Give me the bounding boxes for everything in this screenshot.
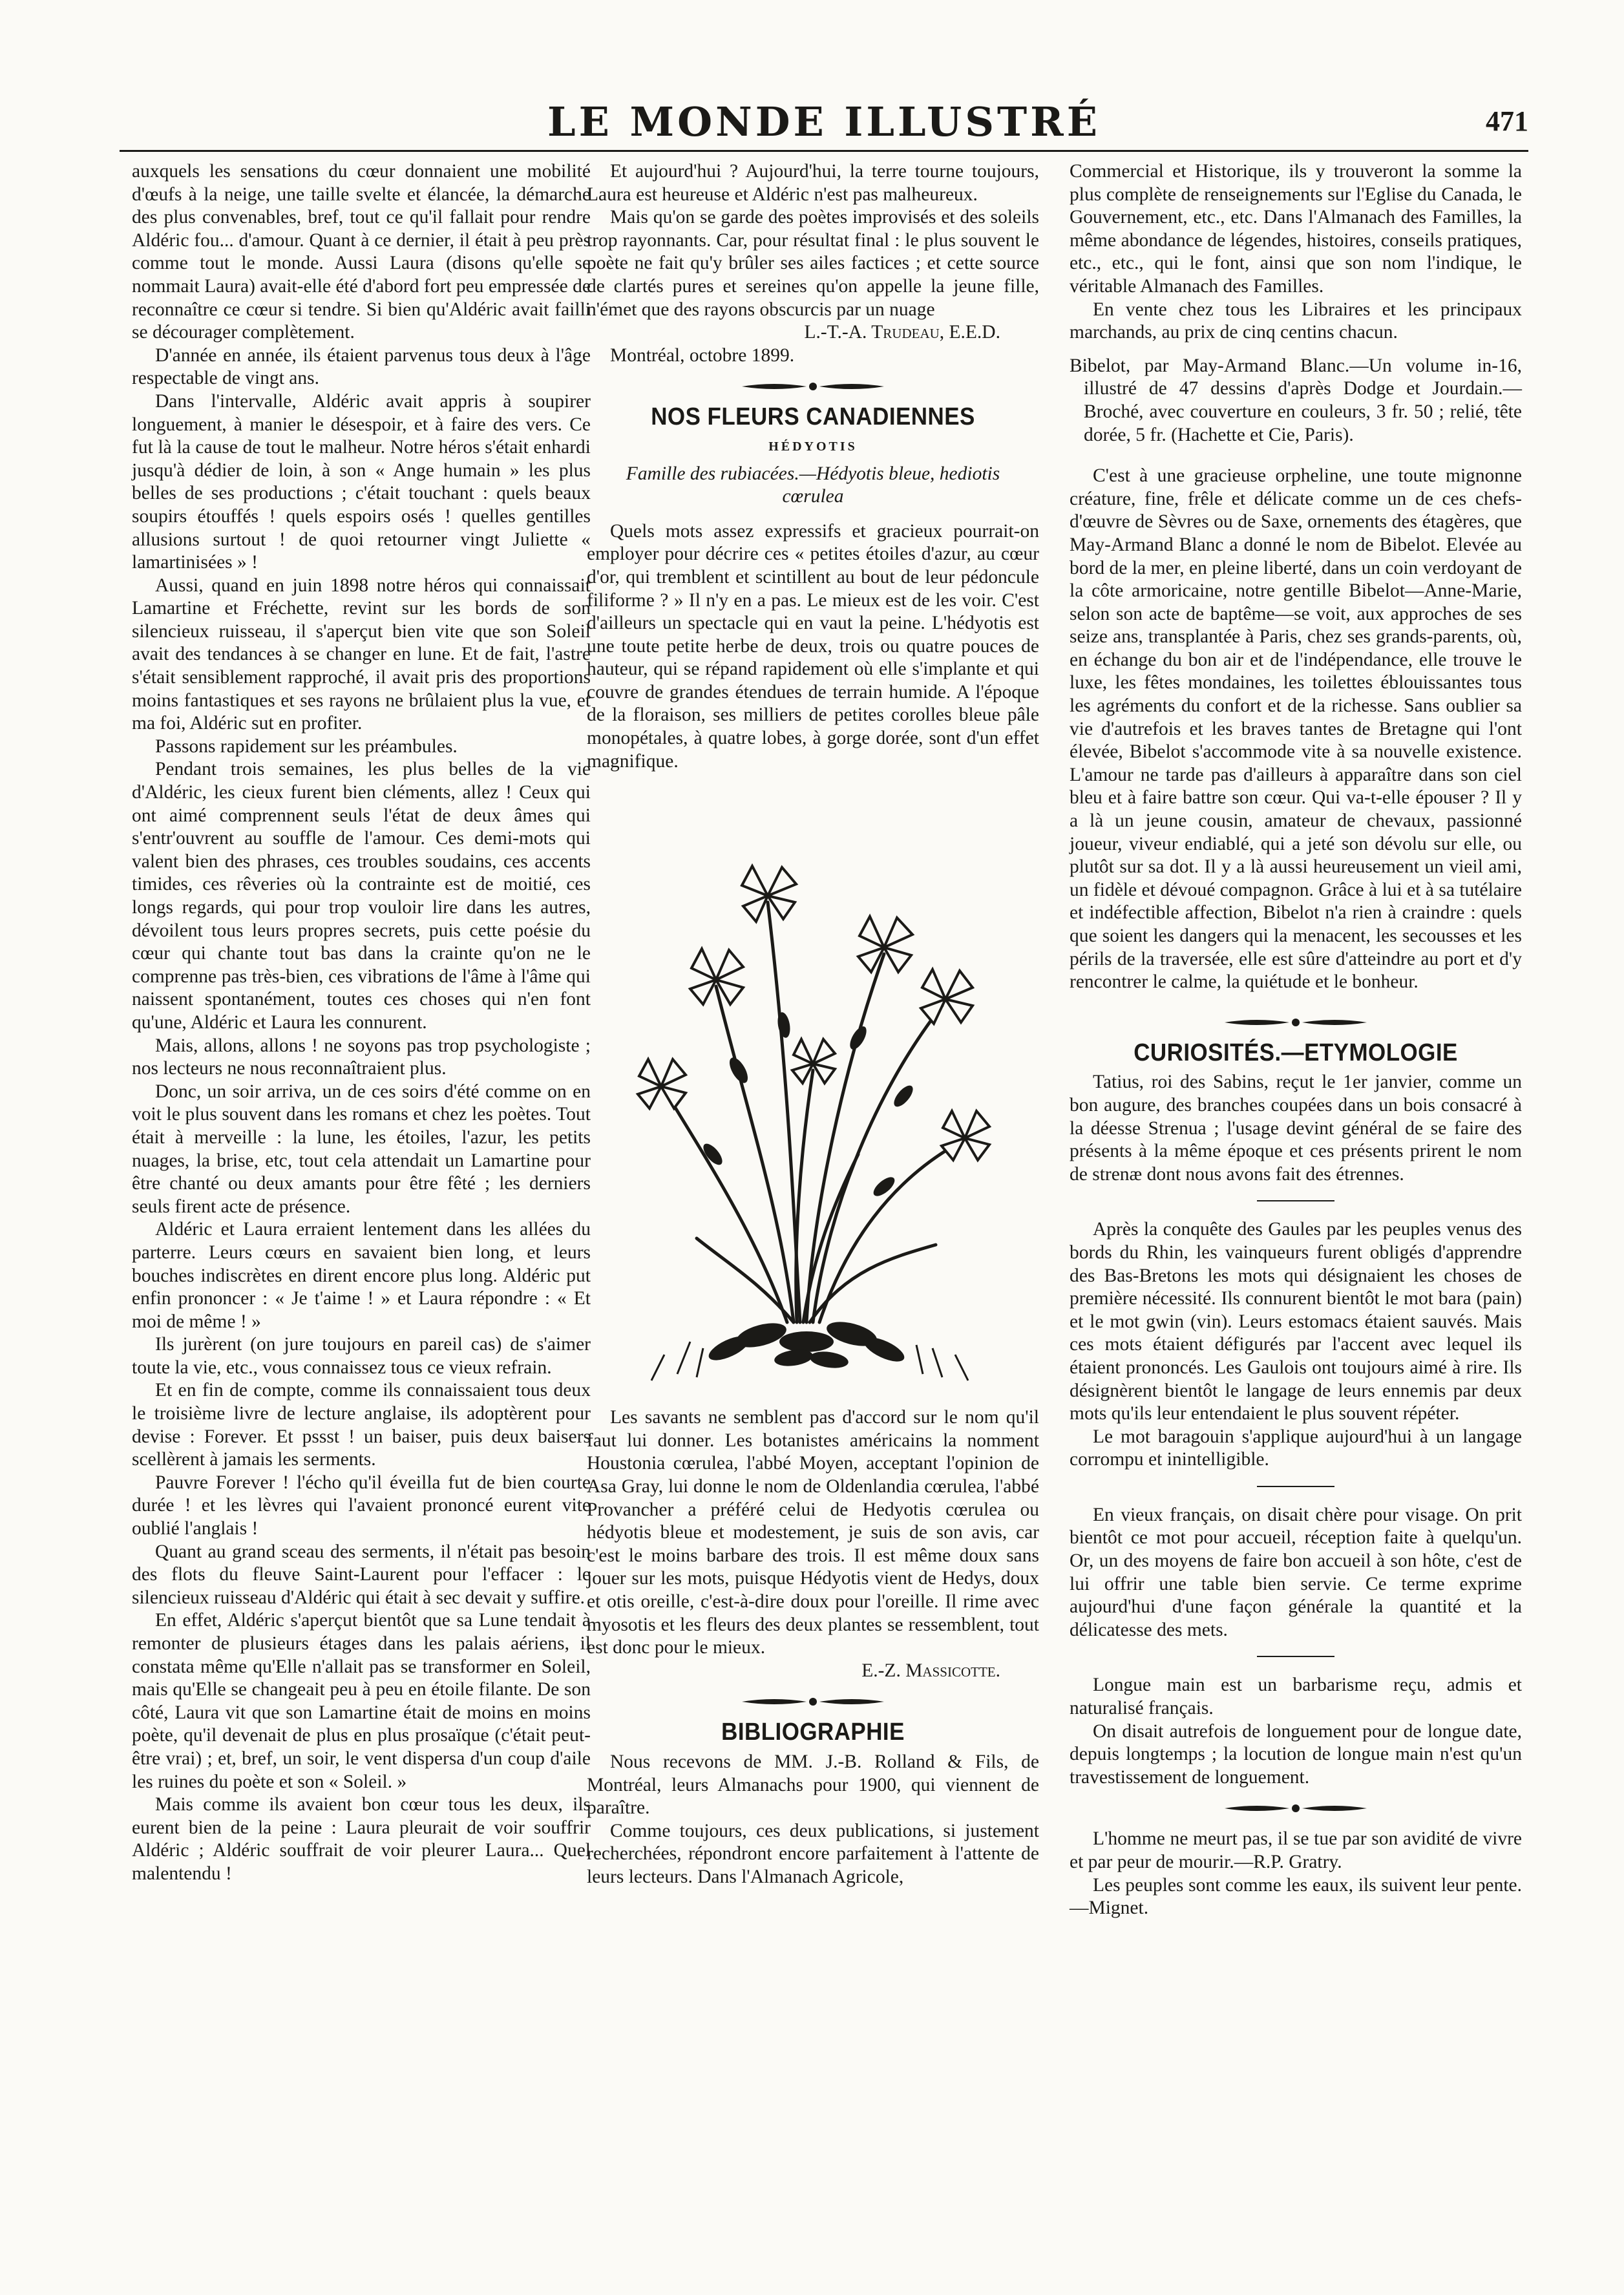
page-number: 471 bbox=[1486, 105, 1528, 137]
paragraph: Quels mots assez expressifs et gracieux pourrait-on employer pour décrire ces « petites étoiles d'azur, au cœur d'or, qui tremblent et scintillent au bout de leur pédoncule filiforme ? » Il n'y en a pas. Le mieux est de les voir. C'est d'ailleurs un spectacle qui en vaut la peine. L'hédyotis est une toute petite herbe de deux, trois ou quatre pouces de hauteur, qui se répand rapidement où elle s'implante et qui couvre de grandes étendues de terrain humide. A l'époque de la floraison, ses milliers de petites corolles bleue pâle monopétales, à quatre lobes, à gorge dorée, sont d'un effet magnifique. bbox=[587, 520, 1039, 772]
paragraph: Pendant trois semaines, les plus belles de la vie d'Aldéric, les cieux furent bien cléments, allez ! Ceux qui ont aimé comprennent seuls l'état de deux âmes qui s'entr'ouvrent au souffle de l'amour. Ces demi-mots qui valent bien des phrases, ces troubles soudains, ces accents timides, ces rêveries où la contrainte est de moitié, ces longs regards, qui pour trop vouloir lire dans les autres, dévoilent tous leurs propres secrets, puis cette poésie du cœur qui chante tout bas dans la crainte qu'on ne le comprenne pas très-bien, ces vibrations de l'âme à l'âme qui naissent spontanément, toutes ces choses qui n'en font qu'une, Aldéric et Laura les connurent. bbox=[132, 759, 591, 1033]
newspaper-title: LE MONDE ILLUSTRÉ bbox=[547, 98, 1101, 145]
hedyotis-illustration bbox=[600, 792, 1026, 1400]
ornament-divider bbox=[587, 374, 1039, 399]
paragraph: Longue main est un barbarisme reçu, admis et naturalisé français. bbox=[1070, 1675, 1522, 1719]
paragraph: Pauvre Forever ! l'écho qu'il éveilla fut de bien courte durée ! et les lèvres qui l'avaient prononcé eurent vite oublié l'anglais ! bbox=[132, 1472, 591, 1539]
section-subtitle: HÉDYOTIS bbox=[768, 439, 858, 454]
section-family-line: Famille des rubiacées.—Hédyotis bleue, hediotis cœrulea bbox=[626, 463, 1000, 507]
paragraph: Mais qu'on se garde des poètes improvisés et des soleils trop rayonnants. Car, pour résultat final : le plus souvent le poète ne fait qu'y brûler ses ailes factices ; et cette source de clartés pures et sereines qu'on appelle la jeune fille, n'émet que des rayons obscurcis par un nuage bbox=[587, 207, 1039, 320]
ornament-divider bbox=[1070, 1795, 1522, 1821]
paragraph: En vente chez tous les Libraires et les principaux marchands, au prix de cinq centins chacun. bbox=[1070, 299, 1522, 343]
masthead bbox=[120, 90, 1528, 146]
masthead-rule bbox=[120, 150, 1528, 152]
quote: Les peuples sont comme les eaux, ils suivent leur pente.—Mignet. bbox=[1070, 1874, 1522, 1919]
paragraph: Après la conquête des Gaules par les peuples venus des bords du Rhin, les vainqueurs furent obligés d'apprendre des Bas-Bretons les mots qui désignaient les choses de première nécessité. Ils connurent bientôt le mot bara (pain) et le mot gwin (vin). Leurs estomacs étaient sauvés. Mais ces mots étaient défigurés par l'accent avec lequel ils étaient prononcés. Les Gaulois ont toujours aimé à rire. Ils désignèrent bientôt le langage de leurs ennemis par deux mots qu'ils leur entendaient le plus souvent répéter. bbox=[1070, 1219, 1522, 1424]
paragraph: Mais, allons, allons ! ne soyons pas trop psychologiste ; nos lecteurs ne nous reconnaîtraient plus. bbox=[132, 1035, 591, 1079]
ornament-divider bbox=[1070, 1010, 1522, 1035]
paragraph: En effet, Aldéric s'aperçut bientôt que sa Lune tendait à remonter de plusieurs étages dans les palais aériens, il constata même qu'Elle n'allait pas se transformer en Soleil, mais qu'Elle se changeait peu à peu en étoile filante. De son côté, Laura vit que son Lamartine était de moins en moins poète, qu'il devenait de plus en plus prosaïque (c'était peut-être vrai) ; et, bref, un soir, le vent dispersa d'un coup d'aile les ruines du poète et son « Soleil. » bbox=[132, 1610, 591, 1792]
dateline: Montréal, octobre 1899. bbox=[610, 344, 795, 366]
section-title-bibliography: BIBLIOGRAPHIE bbox=[721, 1719, 905, 1746]
paragraph: Et en fin de compte, comme ils connaissaient tous deux le troisième livre de lecture anglaise, ils adoptèrent pour devise : Forever. Et pssst ! un baiser, puis deux baisers scellèrent à jamais les serments. bbox=[132, 1380, 591, 1470]
paragraph: Dans l'intervalle, Aldéric avait appris à soupirer longuement, à manier le désespoir, et à faire des vers. Ce fut là la cause de tout le malheur. Notre héros s'était enhardi jusqu'à dédier de loin, à son « Ange humain » les plus belles de ses productions ; c'était touchant : quels beaux soupirs étouffés ! quels espoirs osés ! quelles gentilles allusions surtout ! de quoi retourner vingt Juliette « lamartinisées » ! bbox=[132, 390, 591, 573]
paragraph: Donc, un soir arriva, un de ces soirs d'été comme on en voit le plus souvent dans les romans et chez les poètes. Tout était à merveille : la lune, les étoiles, l'azur, les petits nuages, la brise, etc, tout cela attendait un Lamartine pour être chanté ou deux amants pour être fêté ; les derniers seuls firent acte de présence. bbox=[132, 1081, 591, 1217]
book-entry: Bibelot, par May-Armand Blanc.—Un volume in-16, illustré de 47 dessins d'après Dodge et Jourdain.—Broché, avec couverture en couleurs, 3 fr. 50 ; relié, tête dorée, 5 fr. (Hachette et Cie, Paris). bbox=[1070, 355, 1522, 445]
paragraph: On disait autrefois de longuement pour de longue date, depuis longtemps ; la locution de longue main n'est qu'un travestissement de longuement. bbox=[1070, 1720, 1522, 1788]
paragraph: Comme toujours, ces deux publications, si justement recherchées, répondront encore parfaitement à l'attente de leurs lecteurs. Dans l'Almanach Agricole, bbox=[587, 1820, 1039, 1887]
paragraph: D'année en année, ils étaient parvenus tous deux à l'âge respectable de vingt ans. bbox=[132, 344, 591, 389]
author-signature: E.-Z. Massicotte. bbox=[861, 1660, 1000, 1681]
short-divider bbox=[1257, 1656, 1334, 1657]
section-title-flowers: NOS FLEURS CANADIENNES bbox=[651, 403, 975, 431]
author-signature: L.-T.-A. Trudeau, E.E.D. bbox=[804, 322, 1000, 343]
paragraph: Tatius, roi des Sabins, reçut le 1er janvier, comme un bon augure, des branches coupées dans un bois consacré à la déesse Strenua ; l'usage devint général de se faire des présents à la même époque et ces présents prirent le nom de strenæ dont nous avons fait des étrennes. bbox=[1070, 1072, 1522, 1185]
paragraph: Et aujourd'hui ? Aujourd'hui, la terre tourne toujours, Laura est heureuse et Aldéric n'est pas malheureux. bbox=[587, 161, 1039, 205]
middle-column bbox=[587, 160, 1039, 1889]
paragraph: Commercial et Historique, ils y trouveront la somme la plus complète de renseignements sur l'Eglise du Canada, le Gouvernement, etc., etc. Dans l'Almanach des Familles, la même abondance de légendes, histoires, conseils pratiques, etc., etc., qui le font, ainsi que son nom l'indique, le véritable Almanach des Familles. bbox=[1070, 161, 1522, 297]
right-column bbox=[1070, 160, 1522, 1920]
short-divider bbox=[1257, 1200, 1334, 1201]
paragraph: Aldéric et Laura erraient lentement dans les allées du parterre. Leurs cœurs en savaient bien long, et leurs bouches indiscrètes en dirent encore plus long. Aldéric put enfin prononcer : « Je t'aime ! » et Laura répondre : « Et moi de même ! » bbox=[132, 1219, 591, 1332]
quote: L'homme ne meurt pas, il se tue par son avidité de vivre et par peur de mourir.—R.P. Gratry. bbox=[1070, 1828, 1522, 1872]
paragraph: Ils jurèrent (on jure toujours en pareil cas) de s'aimer toute la vie, etc., vous connaissez tous ce vieux refrain. bbox=[132, 1334, 591, 1378]
paragraph: En vieux français, on disait chère pour visage. On prit bientôt ce mot pour accueil, réception faite à quelqu'un. Or, un des moyens de faire bon accueil à son hôte, c'est de lui offrir une table bien servie. Ce terme exprime aujourd'hui d'une façon générale la quantité et la délicatesse des mets. bbox=[1070, 1504, 1522, 1640]
paragraph: auxquels les sensations du cœur donnaient une mobilité d'œufs à la neige, une taille svelte et élancée, la démarche des plus convenables, bref, tout ce qu'il fallait pour rendre Aldéric fou... d'amour. Quant à ce dernier, il était à peu près comme tout le monde. Aussi Laura (disons qu'elle se nommait Laura) avait-elle été d'abord fort peu empressée de reconnaître ce cœur si tendre. Si bien qu'Aldéric avait failli se décourager complètement. bbox=[132, 161, 591, 343]
left-column bbox=[132, 160, 591, 1886]
paragraph: Le mot baragouin s'applique aujourd'hui à un langage corrompu et inintelligible. bbox=[1070, 1426, 1522, 1470]
paragraph: Passons rapidement sur les préambules. bbox=[155, 735, 458, 757]
paragraph: C'est à une gracieuse orpheline, une toute mignonne créature, fine, frêle et délicate comme un de ces chefs-d'œuvre de Sèvres ou de Saxe, ornements des étagères, que May-Armand Blanc a donné le nom de Bibelot. Elevée au bord de la mer, en pleine liberté, dans un coin verdoyant de la côte armoricaine, notre gentille Bibelot—Anne-Marie, selon son acte de baptême—se voit, aux approches de ses seize ans, transplantée à Paris, chez ses grands-parents, où, en échange du bon air et de l'indépendance, elle trouve le luxe, les fêtes mondaines, les toilettes éblouissantes tous les agréments du confort et de la richesse. Sans oublier sa vie d'autrefois et les braves tantes de Bretagne qui l'ont élevée, Bibelot s'accommode vite à sa nouvelle existence. L'amour ne tarde pas d'ailleurs à apparaître dans son ciel bleu et à faire battre son cœur. Qui va-t-elle épouser ? Il y a là un jeune cousin, amateur de chevaux, passionné joueur, viveur endiablé, qui a jeté son dévolu sur elle, ou plutôt sur sa dot. Il y a là aussi heureusement un vieil ami, un fidèle et dévoué compagnon. Grâce à lui et à sa tutélaire et indéfectible affection, Bibelot n'a rien à craindre : quels que soient les dangers qui la menacent, les secousses et les périls de la traversée, elle est sûre d'atteindre au port et d'y rencontrer le calme, la quiétude et le bonheur. bbox=[1070, 465, 1522, 993]
paragraph: Quant au grand sceau des serments, il n'était pas besoin des flots du fleuve Saint-Laurent pour l'effacer : le silencieux ruisseau d'Aldéric qui était à sec devait y suffire. bbox=[132, 1541, 591, 1608]
section-title-curiosities: CURIOSITÉS.—ETYMOLOGIE bbox=[1134, 1039, 1458, 1066]
paragraph: Les savants ne semblent pas d'accord sur le nom qu'il faut lui donner. Les botanistes américains la nomment Houstonia cœrulea, l'abbé Moyen, acceptant l'opinion de Asa Gray, lui donne le nom de Oldenlandia cœrulea, l'abbé Provancher a préféré celui de Hedyotis cœrulea ou hédyotis bleue et modestement, je suis de son avis, car c'est le moins barbare des trois. Il est même doux sans jouer sur les mots, puisque Hédyotis vient de Hedys, doux et otis oreille, c'est-à-dire doux pour l'oreille. Il rime avec myosotis et les fleurs des deux plantes se ressemblent, tout est donc pour le mieux. bbox=[587, 1407, 1039, 1658]
paragraph: Aussi, quand en juin 1898 notre héros qui connaissait Lamartine et Fréchette, revint sur les bords de son silencieux ruisseau, il s'aperçut bien vite que son Soleil avait des tendances à se changer en lune. Et de fait, l'astre s'était sensiblement rapproché, il avait pris des proportions moins fantastiques et ses rayons ne brûlaient plus la vue, et ma foi, Aldéric sut en profiter. bbox=[132, 575, 591, 734]
paragraph: Nous recevons de MM. J.-B. Rolland & Fils, de Montréal, leurs Almanachs pour 1900, qui viennent de paraître. bbox=[587, 1751, 1039, 1819]
ornament-divider bbox=[587, 1689, 1039, 1715]
short-divider bbox=[1257, 1486, 1334, 1487]
paragraph: Mais comme ils avaient bon cœur tous les deux, ils eurent bien de la peine : Laura pleurait de voir souffrir Aldéric ; Aldéric souffrait de voir pleurer Laura... Quel malentendu ! bbox=[132, 1794, 591, 1884]
